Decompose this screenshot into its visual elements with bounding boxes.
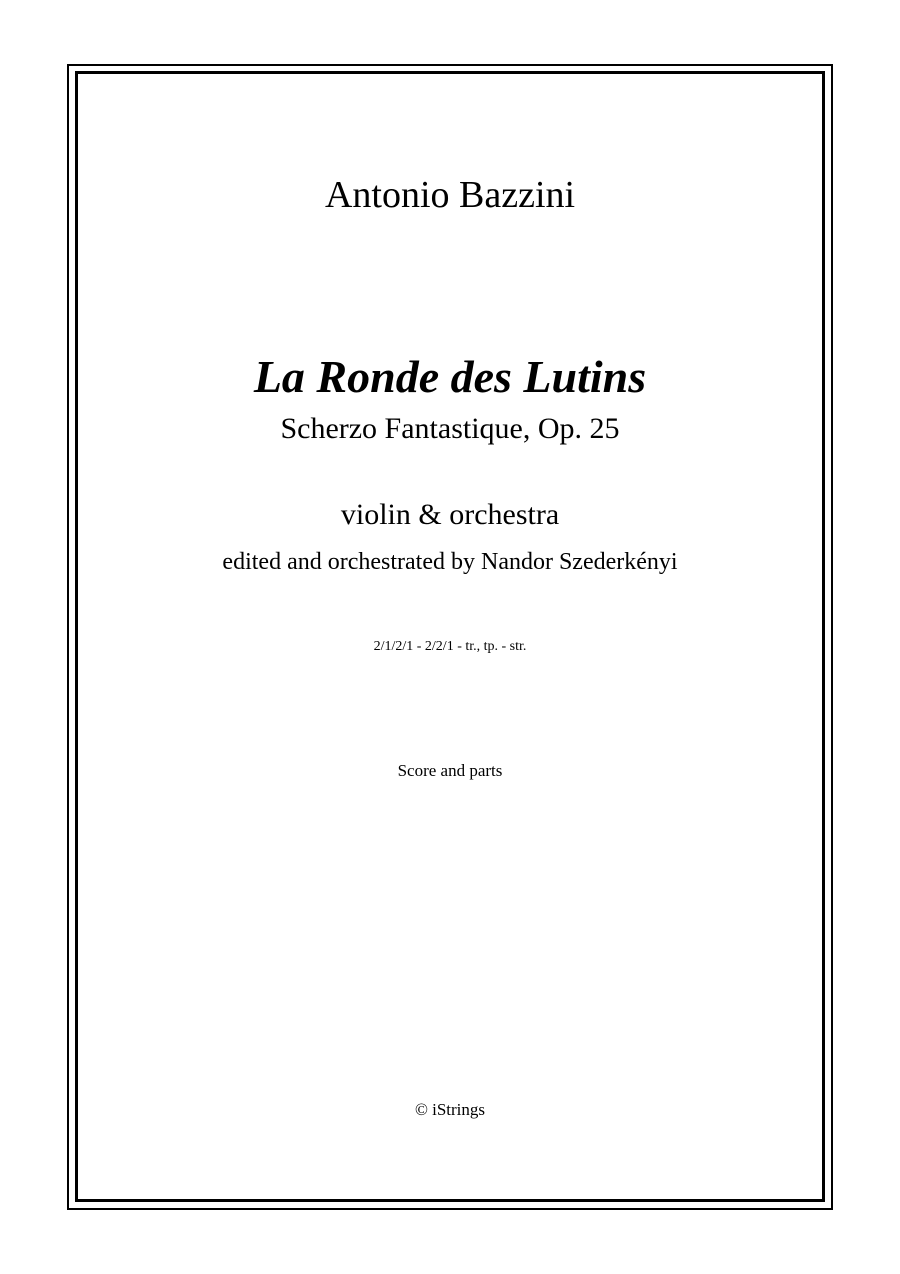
work-title: La Ronde des Lutins [253, 351, 647, 402]
instrumentation: violin & orchestra [340, 498, 560, 531]
work-subtitle: Scherzo Fantastique, Op. 25 [280, 412, 620, 445]
edition-contents: Score and parts [397, 761, 503, 780]
orchestra-scoring: 2/1/2/1 - 2/2/1 - tr., tp. - str. [373, 639, 527, 654]
copyright-notice: © iStrings [414, 1100, 486, 1119]
inner-border-frame [75, 71, 825, 1202]
composer-name: Antonio Bazzini [324, 174, 576, 216]
editor-credit: edited and orchestrated by Nandor Szederkényi [222, 549, 678, 575]
